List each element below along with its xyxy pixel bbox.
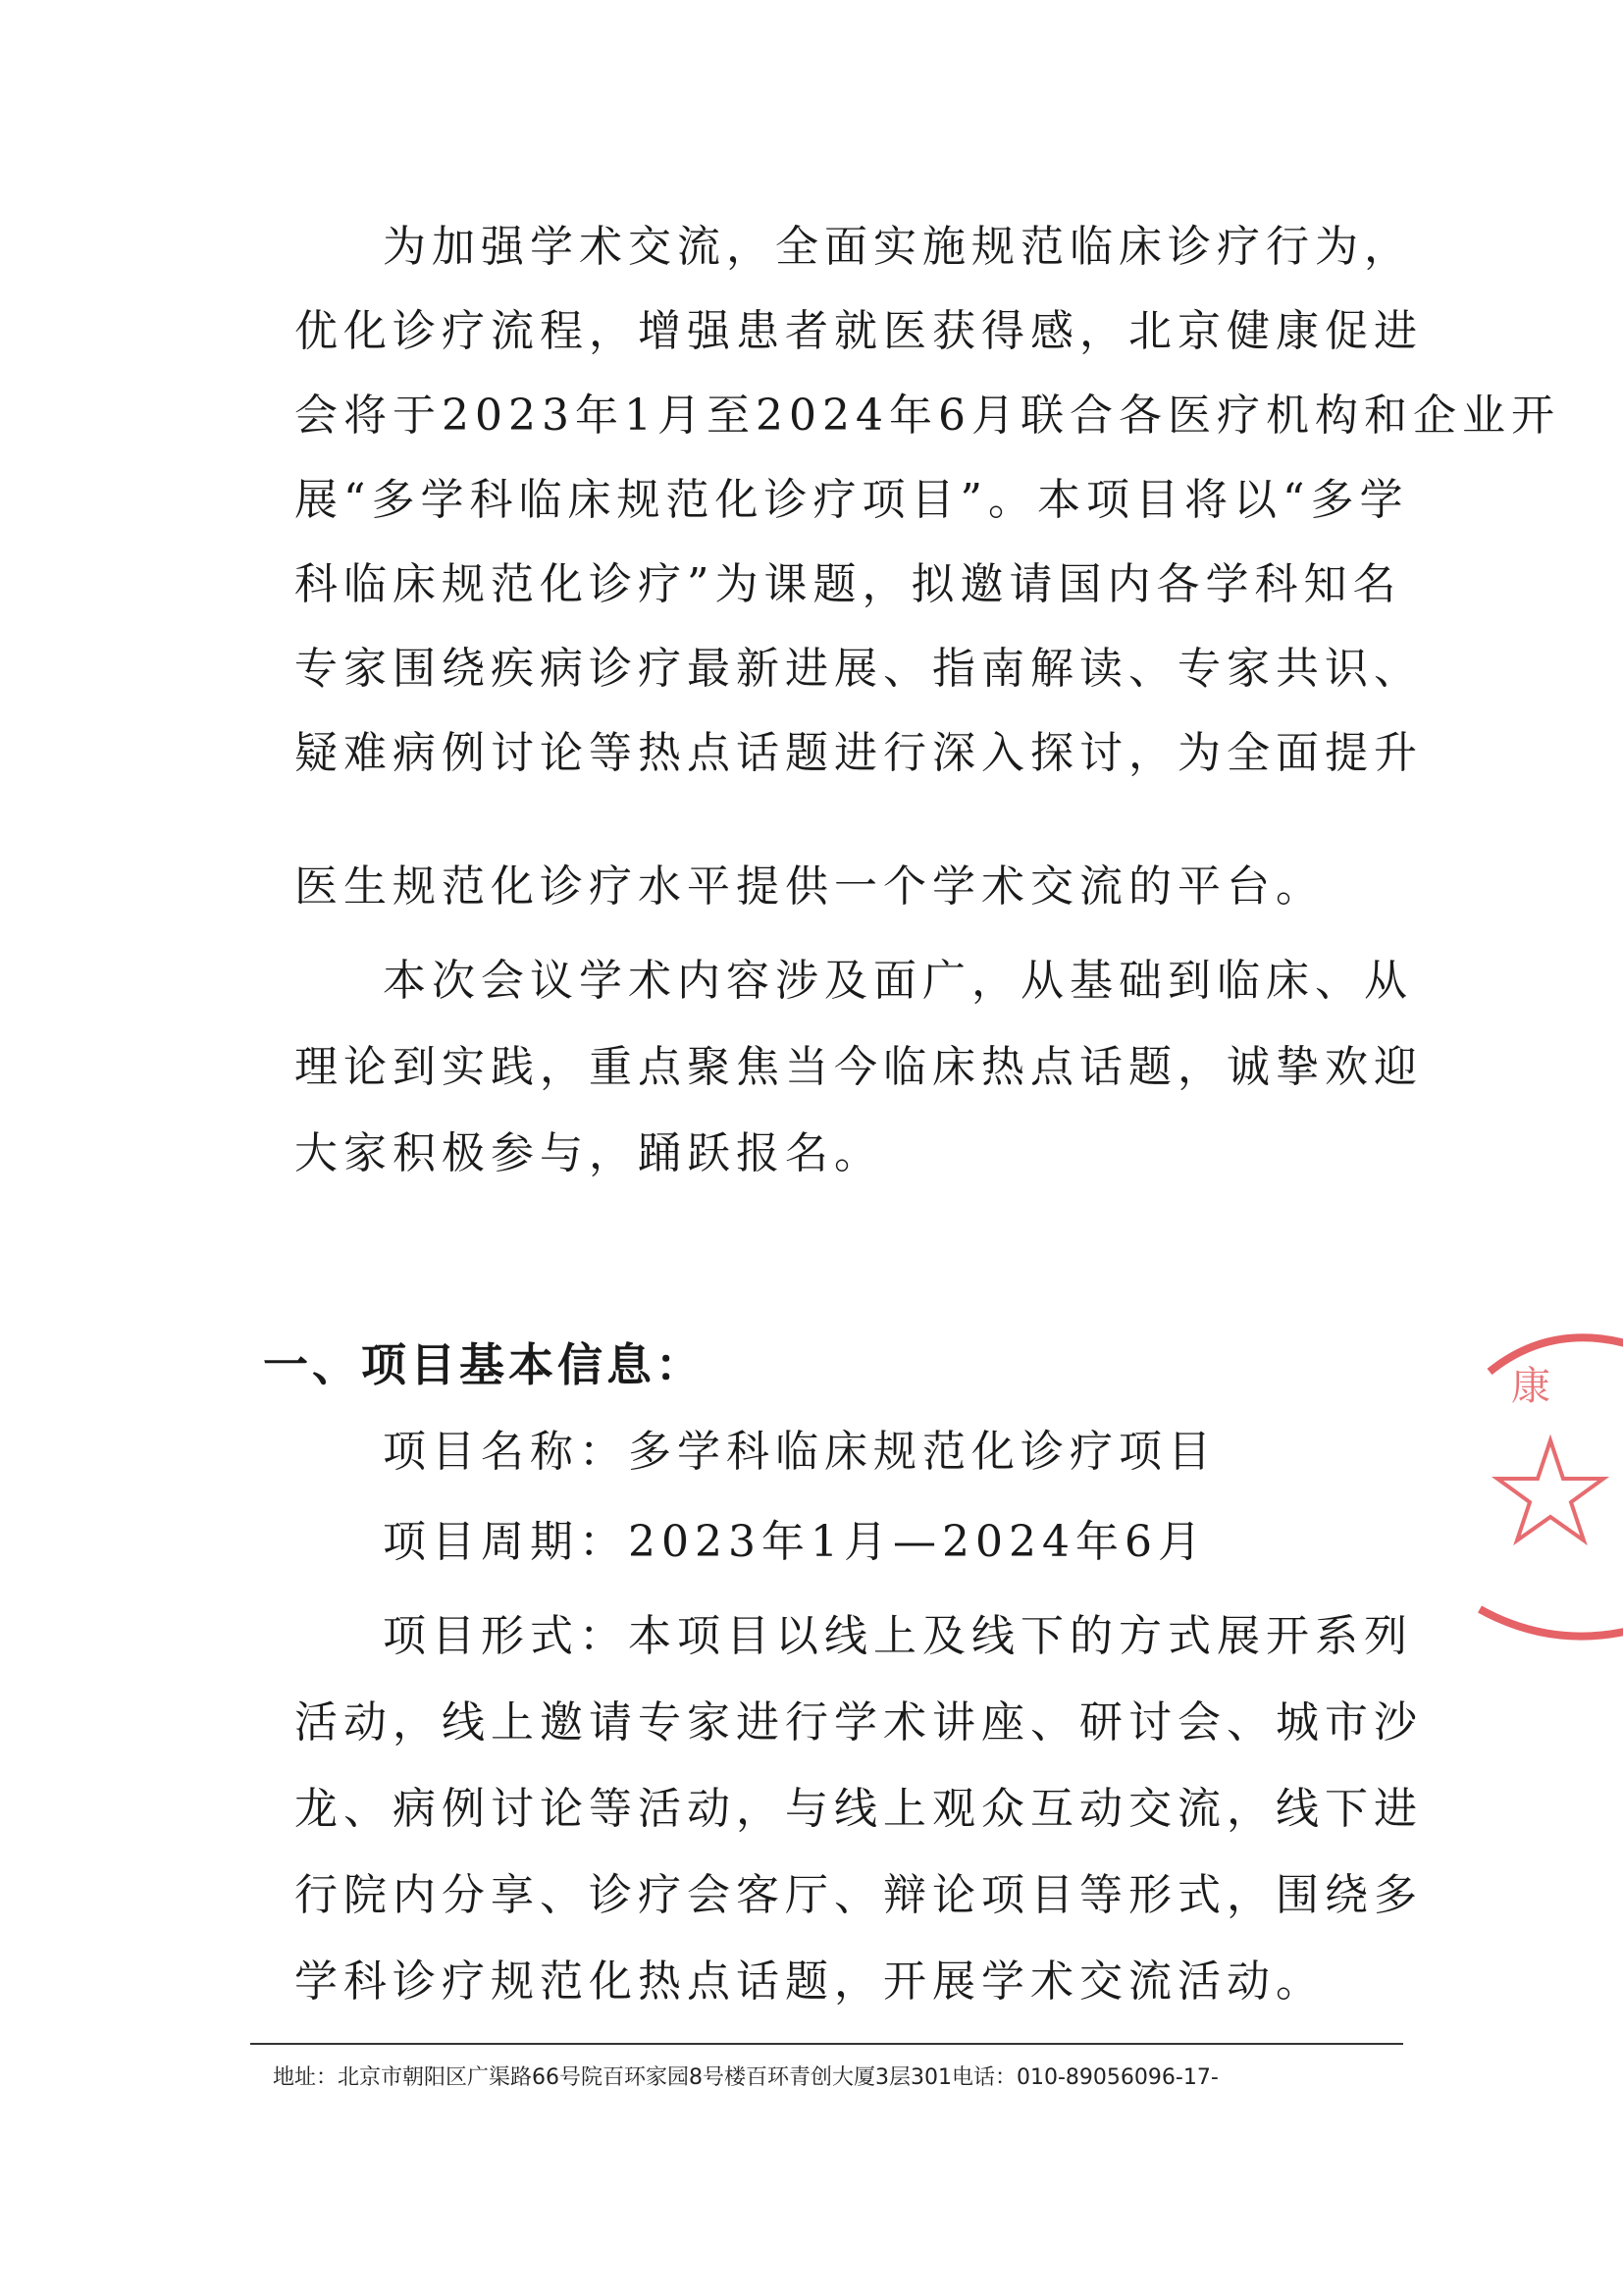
paragraph-2-line-3: 大家积极参与，踊跃报名。 (294, 1128, 883, 1178)
project-name-line: 项目名称：多学科临床规范化诊疗项目 (383, 1427, 1217, 1477)
paragraph-2-line-2: 理论到实践，重点聚焦当今临床热点话题，诚挚欢迎 (294, 1042, 1423, 1092)
paragraph-2-line-1: 本次会议学术内容涉及面广，从基础到临床、从 (383, 956, 1413, 1006)
paragraph-1-line-7: 疑难病例讨论等热点话题进行深入探讨，为全面提升 (294, 728, 1423, 778)
project-form-line-4: 行院内分享、诊疗会客厅、辩论项目等形式，围绕多 (294, 1870, 1423, 1920)
footer-address: 地址：北京市朝阳区广渠路66号院百环家园8号楼百环青创大厦3层301电话：010-89056096-17- (273, 2065, 1219, 2090)
seal-character: 康 (1511, 1364, 1550, 1409)
project-form-line-1: 项目形式：本项目以线上及线下的方式展开系列 (383, 1611, 1413, 1661)
project-form-line-3: 龙、病例讨论等活动，与线上观众互动交流，线下进 (294, 1784, 1423, 1834)
paragraph-1-line-8: 医生规范化诊疗水平提供一个学术交流的平台。 (294, 861, 1325, 912)
paragraph-1-line-1: 为加强学术交流，全面实施规范临床诊疗行为， (383, 222, 1413, 272)
paragraph-1-line-3: 会将于2023年1月至2024年6月联合各医疗机构和企业开 (294, 391, 1560, 441)
section-heading: 一、项目基本信息： (263, 1338, 705, 1391)
project-form-line-2: 活动，线上邀请专家进行学术讲座、研讨会、城市沙 (294, 1697, 1423, 1748)
organization-seal-icon (1462, 1325, 1623, 1648)
paragraph-1-line-5: 科临床规范化诊疗”为课题，拟邀请国内各学科知名 (294, 559, 1402, 609)
paragraph-1-line-4: 展“多学科临床规范化诊疗项目”。本项目将以“多学 (294, 475, 1409, 525)
project-period-line: 项目周期：2023年1月—2024年6月 (383, 1517, 1207, 1567)
paragraph-1-line-2: 优化诊疗流程，增强患者就医获得感，北京健康促进 (294, 306, 1423, 356)
project-form-line-5: 学科诊疗规范化热点话题，开展学术交流活动。 (294, 1957, 1325, 2007)
footer-divider (250, 2043, 1403, 2045)
paragraph-1-line-6: 专家围绕疾病诊疗最新进展、指南解读、专家共识、 (294, 644, 1423, 694)
